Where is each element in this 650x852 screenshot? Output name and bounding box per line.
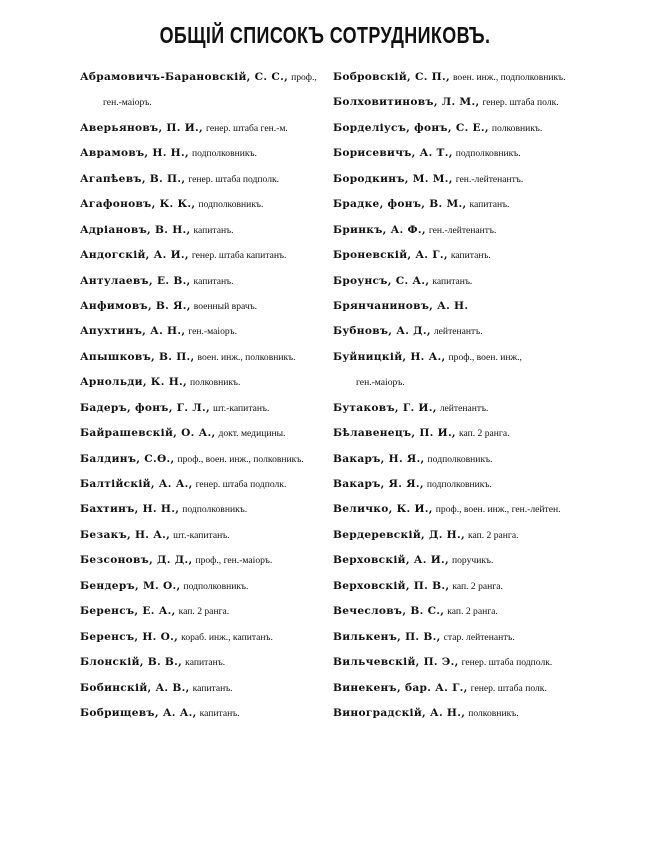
staff-entry bbox=[333, 471, 578, 496]
staff-rank: кап. 2 ранга. bbox=[467, 529, 519, 541]
staff-entry bbox=[80, 496, 325, 521]
staff-entry bbox=[333, 446, 578, 471]
staff-rank: генер. штаба ген.-м. bbox=[206, 122, 288, 134]
staff-name: Брадке, фонъ, В. М., bbox=[333, 198, 467, 211]
staff-rank: кап. 2 ранга. bbox=[458, 428, 510, 440]
staff-entry bbox=[333, 598, 578, 623]
staff-name: Андогскій, А. И., bbox=[80, 249, 189, 262]
staff-name: Борделіусъ, фонъ, С. Е., bbox=[333, 121, 489, 134]
staff-list-left-column bbox=[80, 64, 325, 725]
staff-name: Бобинскій, А. В., bbox=[80, 681, 190, 694]
staff-rank: капитанъ. bbox=[199, 707, 240, 719]
staff-name: Апухтинъ, А. Н., bbox=[80, 325, 186, 338]
staff-rank: подполковникъ. bbox=[455, 148, 521, 160]
staff-rank: полковникъ. bbox=[190, 377, 241, 389]
staff-name: Вакаръ, Н. Я., bbox=[333, 452, 425, 465]
staff-rank: генер. штаба подполк. bbox=[461, 657, 553, 669]
staff-name: Бринкъ, А. Ф., bbox=[333, 223, 426, 236]
staff-entry-continuation bbox=[80, 89, 325, 114]
staff-list-right-column bbox=[333, 64, 578, 725]
staff-rank: генер. штаба капитанъ. bbox=[191, 250, 287, 262]
staff-name: Антулаевъ, Е. В., bbox=[80, 274, 191, 287]
staff-rank: проф., воен. инж., bbox=[448, 351, 522, 363]
staff-rank: капитанъ. bbox=[450, 250, 491, 262]
staff-entry bbox=[333, 140, 578, 165]
staff-entry bbox=[80, 166, 325, 191]
staff-rank: ген.-маіоръ. bbox=[188, 326, 238, 338]
staff-entry bbox=[333, 573, 578, 598]
staff-rank: ген.-лейтенантъ. bbox=[428, 224, 497, 236]
staff-name: Беренсъ, Н. О., bbox=[80, 630, 179, 643]
staff-name: Броневскій, А. Г., bbox=[333, 249, 448, 262]
staff-name: Вердеревскій, Д. Н., bbox=[333, 528, 465, 541]
staff-name: Блонскій, В. В., bbox=[80, 656, 183, 669]
staff-entry bbox=[333, 64, 578, 89]
staff-entry bbox=[333, 522, 578, 547]
staff-name: Аверьяновъ, П. И., bbox=[80, 121, 204, 134]
staff-rank: генер. штаба подполк. bbox=[188, 173, 280, 185]
staff-rank: подполковникъ. bbox=[191, 148, 257, 160]
staff-name: Агапѣевъ, В. П., bbox=[80, 172, 186, 185]
staff-rank: подполковникъ. bbox=[198, 199, 264, 211]
staff-entry bbox=[333, 191, 578, 216]
staff-rank-continuation: ген.-маіоръ. bbox=[103, 97, 152, 109]
staff-name: Агафоновъ, К. К., bbox=[80, 198, 196, 211]
staff-rank: кап. 2 ранга. bbox=[178, 606, 230, 618]
staff-rank: воен. инж., полковникъ. bbox=[197, 351, 296, 363]
staff-name: Бендеръ, М. О., bbox=[80, 579, 181, 592]
staff-rank: воен. инж., подполковникъ. bbox=[452, 72, 566, 83]
staff-name: Бадеръ, фонъ, Г. Л., bbox=[80, 401, 210, 414]
staff-rank: поручикъ. bbox=[452, 555, 494, 567]
staff-rank: подполковникъ. bbox=[182, 504, 248, 516]
staff-rank: генер. штаба подполк. bbox=[195, 479, 287, 490]
staff-entry bbox=[333, 420, 578, 445]
staff-rank: проф., bbox=[291, 72, 317, 83]
staff-entry bbox=[333, 547, 578, 572]
staff-rank: подполковникъ. bbox=[183, 580, 249, 592]
staff-rank: шт.-капитанъ. bbox=[212, 402, 270, 414]
staff-entry bbox=[80, 217, 325, 242]
staff-entry bbox=[333, 496, 578, 521]
staff-name: Верховскій, А. И., bbox=[333, 554, 449, 567]
staff-rank: проф., воен. инж., полковникъ. bbox=[177, 453, 304, 465]
staff-name: Байрашевскій, О. А., bbox=[80, 427, 216, 440]
staff-name: Брянчаниновъ, А. Н. bbox=[333, 299, 469, 312]
staff-entry bbox=[80, 598, 325, 623]
staff-name: Бобрищевъ, А. А., bbox=[80, 706, 197, 719]
staff-entry bbox=[80, 64, 325, 89]
staff-entry bbox=[80, 573, 325, 598]
staff-rank: проф., воен. инж., ген.-лейтен. bbox=[435, 504, 561, 516]
staff-entry bbox=[80, 318, 325, 343]
staff-name: Буйницкій, Н. А., bbox=[333, 350, 446, 363]
staff-entry bbox=[80, 547, 325, 572]
staff-name: Винекенъ, бар. А. Г., bbox=[333, 681, 468, 694]
staff-name: Вечесловъ, В. С., bbox=[333, 605, 445, 618]
staff-rank: кап. 2 ранга. bbox=[452, 580, 503, 592]
staff-entry bbox=[333, 166, 578, 191]
staff-rank: капитанъ. bbox=[192, 682, 233, 694]
staff-name: Бородкинъ, М. М., bbox=[333, 172, 453, 185]
staff-name: Беренсъ, Е. А., bbox=[80, 605, 176, 618]
staff-entry bbox=[80, 471, 325, 496]
staff-rank: военный врачъ. bbox=[193, 300, 258, 312]
staff-entry bbox=[333, 115, 578, 140]
staff-name: Борисевичъ, А. Т., bbox=[333, 147, 453, 160]
staff-entry bbox=[80, 293, 325, 318]
staff-entry bbox=[80, 369, 325, 394]
staff-entry bbox=[333, 318, 578, 343]
staff-name: Вакаръ, Я. Я., bbox=[333, 478, 424, 490]
staff-rank-continuation: ген.-маіоръ. bbox=[356, 377, 405, 389]
staff-entry bbox=[80, 344, 325, 369]
staff-name: Величко, К. И., bbox=[333, 503, 433, 516]
staff-name: Аврамовъ, Н. Н., bbox=[80, 147, 189, 160]
staff-rank: полковникъ. bbox=[468, 707, 519, 719]
staff-name: Анфимовъ, В. Я., bbox=[80, 299, 191, 312]
staff-rank: капитанъ. bbox=[193, 224, 234, 236]
staff-rank: капитанъ. bbox=[432, 275, 473, 287]
staff-name: Вилькенъ, П. В., bbox=[333, 630, 441, 643]
staff-entry bbox=[333, 675, 578, 700]
staff-name: Бубновъ, А. Д., bbox=[333, 325, 431, 338]
staff-entry bbox=[80, 649, 325, 674]
staff-rank: проф., ген.-маіоръ. bbox=[195, 555, 273, 567]
staff-rank: капитанъ. bbox=[469, 199, 510, 211]
staff-name: Безакъ, Н. А., bbox=[80, 528, 171, 541]
staff-entry bbox=[80, 420, 325, 445]
staff-entry-continuation bbox=[333, 369, 578, 394]
staff-entry bbox=[80, 140, 325, 165]
staff-rank: подполковникъ. bbox=[426, 479, 492, 490]
staff-rank: генер. штаба полк. bbox=[482, 97, 559, 109]
staff-rank: лейтенантъ. bbox=[433, 326, 483, 338]
staff-name: Верховскій, П. В., bbox=[333, 579, 450, 592]
staff-name: Бутаковъ, Г. И., bbox=[333, 401, 437, 414]
staff-entry bbox=[80, 675, 325, 700]
staff-entry bbox=[333, 89, 578, 114]
staff-entry bbox=[333, 344, 578, 369]
staff-rank: полковникъ. bbox=[491, 122, 543, 134]
staff-entry bbox=[80, 522, 325, 547]
page-title: ОБЩІЙ СПИСОКЪ СОТРУДНИКОВЪ. bbox=[159, 22, 491, 48]
staff-rank: шт.-капитанъ. bbox=[173, 529, 230, 541]
staff-entry bbox=[333, 242, 578, 267]
staff-entry bbox=[333, 649, 578, 674]
staff-name: Безсоновъ, Д. Д., bbox=[80, 554, 193, 567]
staff-entry bbox=[80, 700, 325, 725]
staff-rank: ген.-лейтенантъ. bbox=[455, 173, 524, 185]
staff-name: Броунсъ, С. А., bbox=[333, 274, 430, 287]
staff-name: Виноградскій, А. Н., bbox=[333, 706, 466, 719]
staff-rank: кораб. инж., капитанъ. bbox=[181, 631, 273, 643]
staff-rank: капитанъ. bbox=[193, 275, 234, 287]
staff-name: Апышковъ, В. П., bbox=[80, 350, 195, 363]
staff-name: Адріановъ, В. Н., bbox=[80, 223, 191, 236]
staff-name: Бѣлавенецъ, П. И., bbox=[333, 427, 456, 440]
staff-name: Вильчевскій, П. Э., bbox=[333, 656, 459, 669]
staff-name: Бахтинъ, Н. Н., bbox=[80, 503, 180, 516]
staff-entry bbox=[80, 242, 325, 267]
staff-entry bbox=[80, 624, 325, 649]
staff-name: Бобровскій, С. П., bbox=[333, 71, 450, 83]
staff-entry bbox=[333, 217, 578, 242]
staff-rank: стар. лейтенантъ. bbox=[443, 631, 515, 643]
staff-entry bbox=[80, 446, 325, 471]
staff-entry bbox=[333, 624, 578, 649]
staff-name: Арнольди, К. Н., bbox=[80, 376, 188, 389]
staff-name: Абрамовичъ-Барановскій, С. С., bbox=[80, 71, 289, 83]
staff-entry bbox=[333, 268, 578, 293]
staff-name: Болховитиновъ, Л. М., bbox=[333, 96, 480, 109]
staff-rank: лейтенантъ. bbox=[439, 402, 489, 414]
staff-entry bbox=[333, 293, 578, 318]
staff-name: Балдинъ, С.Ѳ., bbox=[80, 452, 175, 465]
staff-entry bbox=[333, 395, 578, 420]
staff-entry bbox=[80, 395, 325, 420]
staff-entry bbox=[333, 700, 578, 725]
staff-rank: докт. медицины. bbox=[218, 428, 286, 440]
staff-name: Балтійскій, А. А., bbox=[80, 478, 193, 490]
staff-entry bbox=[80, 268, 325, 293]
staff-entry bbox=[80, 191, 325, 216]
staff-rank: капитанъ. bbox=[185, 657, 226, 669]
staff-rank: подполковникъ. bbox=[427, 453, 493, 465]
staff-rank: генер. штаба полк. bbox=[470, 682, 547, 694]
staff-rank: кап. 2 ранга. bbox=[447, 606, 498, 618]
staff-entry bbox=[80, 115, 325, 140]
